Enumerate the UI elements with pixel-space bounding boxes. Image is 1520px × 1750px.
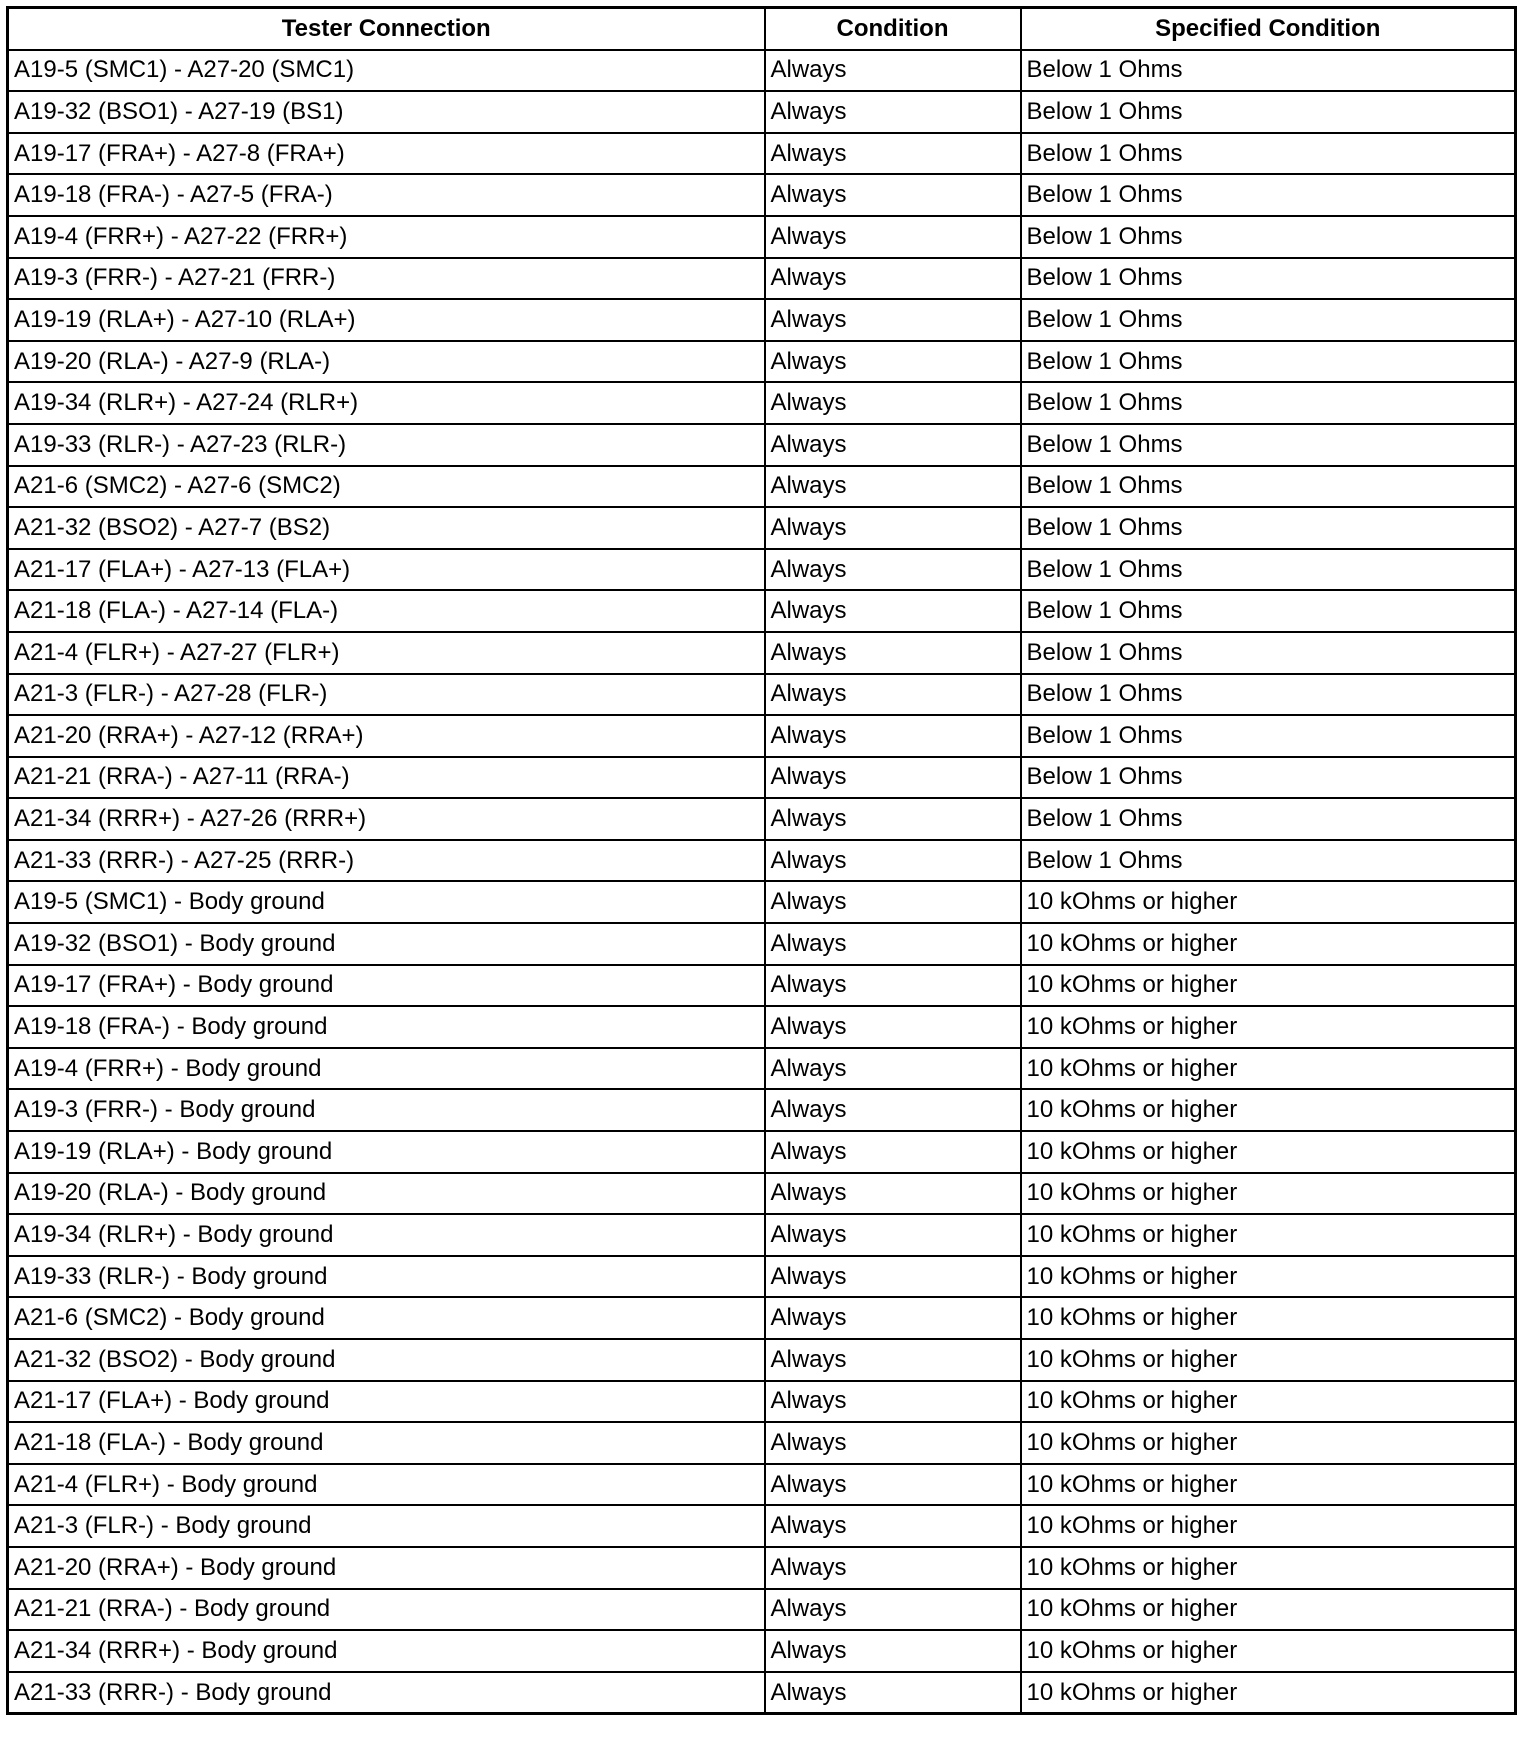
tester-connection-cell: A21-34 (RRR+) - Body ground bbox=[8, 1630, 765, 1672]
specified-condition-cell: 10 kOhms or higher bbox=[1021, 881, 1516, 923]
condition-cell: Always bbox=[765, 507, 1021, 549]
tester-connection-cell: A19-3 (FRR-) - Body ground bbox=[8, 1089, 765, 1131]
condition-cell: Always bbox=[765, 840, 1021, 882]
table-row bbox=[8, 382, 1516, 424]
condition-cell: Always bbox=[765, 1173, 1021, 1215]
condition-cell: Always bbox=[765, 216, 1021, 258]
tester-connection-cell: A19-18 (FRA-) - Body ground bbox=[8, 1006, 765, 1048]
tester-connection-cell: A21-18 (FLA-) - Body ground bbox=[8, 1422, 765, 1464]
condition-cell: Always bbox=[765, 590, 1021, 632]
tester-connection-cell: A21-33 (RRR-) - Body ground bbox=[8, 1672, 765, 1714]
tester-connection-cell: A19-4 (FRR+) - A27-22 (FRR+) bbox=[8, 216, 765, 258]
tester-connection-cell: A19-34 (RLR+) - A27-24 (RLR+) bbox=[8, 382, 765, 424]
condition-cell: Always bbox=[765, 1672, 1021, 1714]
condition-cell: Always bbox=[765, 1630, 1021, 1672]
condition-cell: Always bbox=[765, 1048, 1021, 1090]
tester-connection-cell: A21-6 (SMC2) - Body ground bbox=[8, 1297, 765, 1339]
tester-connection-cell: A21-3 (FLR-) - A27-28 (FLR-) bbox=[8, 674, 765, 716]
specified-condition-cell: 10 kOhms or higher bbox=[1021, 1381, 1516, 1423]
condition-cell: Always bbox=[765, 923, 1021, 965]
table-row bbox=[8, 1339, 1516, 1381]
table-row bbox=[8, 1089, 1516, 1131]
tester-connection-cell: A19-33 (RLR-) - Body ground bbox=[8, 1256, 765, 1298]
specified-condition-cell: 10 kOhms or higher bbox=[1021, 1297, 1516, 1339]
table-row bbox=[8, 1589, 1516, 1631]
table-row bbox=[8, 216, 1516, 258]
tester-connection-cell: A19-32 (BSO1) - Body ground bbox=[8, 923, 765, 965]
tester-connection-cell: A19-5 (SMC1) - Body ground bbox=[8, 881, 765, 923]
condition-cell: Always bbox=[765, 1464, 1021, 1506]
condition-cell: Always bbox=[765, 466, 1021, 508]
specified-condition-cell: 10 kOhms or higher bbox=[1021, 1630, 1516, 1672]
specified-condition-cell: Below 1 Ohms bbox=[1021, 632, 1516, 674]
tester-connection-cell: A21-4 (FLR+) - Body ground bbox=[8, 1464, 765, 1506]
tester-connection-cell: A19-33 (RLR-) - A27-23 (RLR-) bbox=[8, 424, 765, 466]
table-row bbox=[8, 1547, 1516, 1589]
specified-condition-cell: 10 kOhms or higher bbox=[1021, 1214, 1516, 1256]
tester-connection-cell: A21-21 (RRA-) - A27-11 (RRA-) bbox=[8, 757, 765, 799]
tester-connection-cell: A21-32 (BSO2) - A27-7 (BS2) bbox=[8, 507, 765, 549]
specified-condition-cell: 10 kOhms or higher bbox=[1021, 1339, 1516, 1381]
specified-condition-cell: Below 1 Ohms bbox=[1021, 299, 1516, 341]
condition-cell: Always bbox=[765, 881, 1021, 923]
table-row bbox=[8, 1048, 1516, 1090]
table-row bbox=[8, 341, 1516, 383]
specified-condition-cell: 10 kOhms or higher bbox=[1021, 1089, 1516, 1131]
specified-condition-cell: 10 kOhms or higher bbox=[1021, 1672, 1516, 1714]
tester-connection-cell: A19-20 (RLA-) - Body ground bbox=[8, 1173, 765, 1215]
table-row bbox=[8, 1006, 1516, 1048]
specified-condition-cell: 10 kOhms or higher bbox=[1021, 923, 1516, 965]
condition-cell: Always bbox=[765, 715, 1021, 757]
tester-connection-cell: A21-33 (RRR-) - A27-25 (RRR-) bbox=[8, 840, 765, 882]
tester-connection-cell: A19-5 (SMC1) - A27-20 (SMC1) bbox=[8, 50, 765, 92]
condition-cell: Always bbox=[765, 299, 1021, 341]
condition-cell: Always bbox=[765, 1214, 1021, 1256]
specified-condition-cell: Below 1 Ohms bbox=[1021, 466, 1516, 508]
condition-cell: Always bbox=[765, 1589, 1021, 1631]
specified-condition-cell: 10 kOhms or higher bbox=[1021, 1048, 1516, 1090]
specified-condition-cell: Below 1 Ohms bbox=[1021, 549, 1516, 591]
condition-cell: Always bbox=[765, 965, 1021, 1007]
specified-condition-cell: 10 kOhms or higher bbox=[1021, 965, 1516, 1007]
table-row bbox=[8, 757, 1516, 799]
tester-connection-cell: A21-3 (FLR-) - Body ground bbox=[8, 1505, 765, 1547]
tester-connection-cell: A19-3 (FRR-) - A27-21 (FRR-) bbox=[8, 258, 765, 300]
condition-cell: Always bbox=[765, 50, 1021, 92]
condition-cell: Always bbox=[765, 91, 1021, 133]
tester-connection-cell: A21-32 (BSO2) - Body ground bbox=[8, 1339, 765, 1381]
tester-connection-cell: A19-20 (RLA-) - A27-9 (RLA-) bbox=[8, 341, 765, 383]
table-row bbox=[8, 507, 1516, 549]
header-condition: Condition bbox=[765, 8, 1021, 50]
condition-cell: Always bbox=[765, 1089, 1021, 1131]
resistance-spec-table bbox=[6, 6, 1517, 1715]
table-row bbox=[8, 258, 1516, 300]
specified-condition-cell: 10 kOhms or higher bbox=[1021, 1006, 1516, 1048]
tester-connection-cell: A19-34 (RLR+) - Body ground bbox=[8, 1214, 765, 1256]
tester-connection-cell: A19-19 (RLA+) - A27-10 (RLA+) bbox=[8, 299, 765, 341]
condition-cell: Always bbox=[765, 549, 1021, 591]
table-row bbox=[8, 798, 1516, 840]
tester-connection-cell: A21-18 (FLA-) - A27-14 (FLA-) bbox=[8, 590, 765, 632]
specified-condition-cell: 10 kOhms or higher bbox=[1021, 1131, 1516, 1173]
table-row bbox=[8, 424, 1516, 466]
condition-cell: Always bbox=[765, 133, 1021, 175]
table-row bbox=[8, 1214, 1516, 1256]
tester-connection-cell: A19-19 (RLA+) - Body ground bbox=[8, 1131, 765, 1173]
specified-condition-cell: Below 1 Ohms bbox=[1021, 50, 1516, 92]
tester-connection-cell: A21-17 (FLA+) - A27-13 (FLA+) bbox=[8, 549, 765, 591]
condition-cell: Always bbox=[765, 1547, 1021, 1589]
table-row bbox=[8, 133, 1516, 175]
condition-cell: Always bbox=[765, 1505, 1021, 1547]
table-row bbox=[8, 632, 1516, 674]
table-row bbox=[8, 1630, 1516, 1672]
condition-cell: Always bbox=[765, 382, 1021, 424]
table-row bbox=[8, 1173, 1516, 1215]
specified-condition-cell: Below 1 Ohms bbox=[1021, 258, 1516, 300]
specified-condition-cell: Below 1 Ohms bbox=[1021, 840, 1516, 882]
condition-cell: Always bbox=[765, 1256, 1021, 1298]
specified-condition-cell: 10 kOhms or higher bbox=[1021, 1505, 1516, 1547]
table-row bbox=[8, 1464, 1516, 1506]
tester-connection-cell: A19-4 (FRR+) - Body ground bbox=[8, 1048, 765, 1090]
table-row bbox=[8, 174, 1516, 216]
specified-condition-cell: 10 kOhms or higher bbox=[1021, 1422, 1516, 1464]
tester-connection-cell: A21-4 (FLR+) - A27-27 (FLR+) bbox=[8, 632, 765, 674]
condition-cell: Always bbox=[765, 1006, 1021, 1048]
header-row bbox=[8, 8, 1516, 50]
condition-cell: Always bbox=[765, 757, 1021, 799]
table-row bbox=[8, 549, 1516, 591]
tester-connection-cell: A21-20 (RRA+) - Body ground bbox=[8, 1547, 765, 1589]
specified-condition-cell: Below 1 Ohms bbox=[1021, 757, 1516, 799]
condition-cell: Always bbox=[765, 424, 1021, 466]
condition-cell: Always bbox=[765, 341, 1021, 383]
specified-condition-cell: Below 1 Ohms bbox=[1021, 133, 1516, 175]
condition-cell: Always bbox=[765, 674, 1021, 716]
specified-condition-cell: 10 kOhms or higher bbox=[1021, 1464, 1516, 1506]
table-row bbox=[8, 299, 1516, 341]
specified-condition-cell: Below 1 Ohms bbox=[1021, 715, 1516, 757]
condition-cell: Always bbox=[765, 1297, 1021, 1339]
table-header bbox=[8, 8, 1516, 50]
condition-cell: Always bbox=[765, 632, 1021, 674]
table-row bbox=[8, 1297, 1516, 1339]
table-row bbox=[8, 466, 1516, 508]
table-row bbox=[8, 674, 1516, 716]
table-body bbox=[8, 50, 1516, 1714]
specified-condition-cell: 10 kOhms or higher bbox=[1021, 1547, 1516, 1589]
specified-condition-cell: Below 1 Ohms bbox=[1021, 91, 1516, 133]
table-row bbox=[8, 590, 1516, 632]
tester-connection-cell: A21-20 (RRA+) - A27-12 (RRA+) bbox=[8, 715, 765, 757]
table-row bbox=[8, 50, 1516, 92]
header-tester-connection: Tester Connection bbox=[8, 8, 765, 50]
condition-cell: Always bbox=[765, 1339, 1021, 1381]
tester-connection-cell: A19-17 (FRA+) - Body ground bbox=[8, 965, 765, 1007]
condition-cell: Always bbox=[765, 798, 1021, 840]
tester-connection-cell: A19-32 (BSO1) - A27-19 (BS1) bbox=[8, 91, 765, 133]
table-row bbox=[8, 1131, 1516, 1173]
table-row bbox=[8, 1256, 1516, 1298]
table-row bbox=[8, 923, 1516, 965]
specified-condition-cell: Below 1 Ohms bbox=[1021, 382, 1516, 424]
tester-connection-cell: A21-34 (RRR+) - A27-26 (RRR+) bbox=[8, 798, 765, 840]
specified-condition-cell: Below 1 Ohms bbox=[1021, 424, 1516, 466]
table-row bbox=[8, 91, 1516, 133]
table-row bbox=[8, 1505, 1516, 1547]
specified-condition-cell: Below 1 Ohms bbox=[1021, 216, 1516, 258]
specified-condition-cell: Below 1 Ohms bbox=[1021, 590, 1516, 632]
condition-cell: Always bbox=[765, 1381, 1021, 1423]
header-specified-condition: Specified Condition bbox=[1021, 8, 1516, 50]
specified-condition-cell: Below 1 Ohms bbox=[1021, 798, 1516, 840]
specified-condition-cell: Below 1 Ohms bbox=[1021, 674, 1516, 716]
specified-condition-cell: 10 kOhms or higher bbox=[1021, 1256, 1516, 1298]
table-row bbox=[8, 1422, 1516, 1464]
condition-cell: Always bbox=[765, 1131, 1021, 1173]
tester-connection-cell: A21-6 (SMC2) - A27-6 (SMC2) bbox=[8, 466, 765, 508]
table-row bbox=[8, 881, 1516, 923]
table-row bbox=[8, 1381, 1516, 1423]
specified-condition-cell: Below 1 Ohms bbox=[1021, 341, 1516, 383]
tester-connection-cell: A19-18 (FRA-) - A27-5 (FRA-) bbox=[8, 174, 765, 216]
table-row bbox=[8, 715, 1516, 757]
condition-cell: Always bbox=[765, 1422, 1021, 1464]
tester-connection-cell: A21-17 (FLA+) - Body ground bbox=[8, 1381, 765, 1423]
table-row bbox=[8, 965, 1516, 1007]
tester-connection-cell: A21-21 (RRA-) - Body ground bbox=[8, 1589, 765, 1631]
table-row bbox=[8, 840, 1516, 882]
condition-cell: Always bbox=[765, 258, 1021, 300]
table-row bbox=[8, 1672, 1516, 1714]
condition-cell: Always bbox=[765, 174, 1021, 216]
specified-condition-cell: Below 1 Ohms bbox=[1021, 507, 1516, 549]
specified-condition-cell: 10 kOhms or higher bbox=[1021, 1173, 1516, 1215]
specified-condition-cell: Below 1 Ohms bbox=[1021, 174, 1516, 216]
tester-connection-cell: A19-17 (FRA+) - A27-8 (FRA+) bbox=[8, 133, 765, 175]
specified-condition-cell: 10 kOhms or higher bbox=[1021, 1589, 1516, 1631]
